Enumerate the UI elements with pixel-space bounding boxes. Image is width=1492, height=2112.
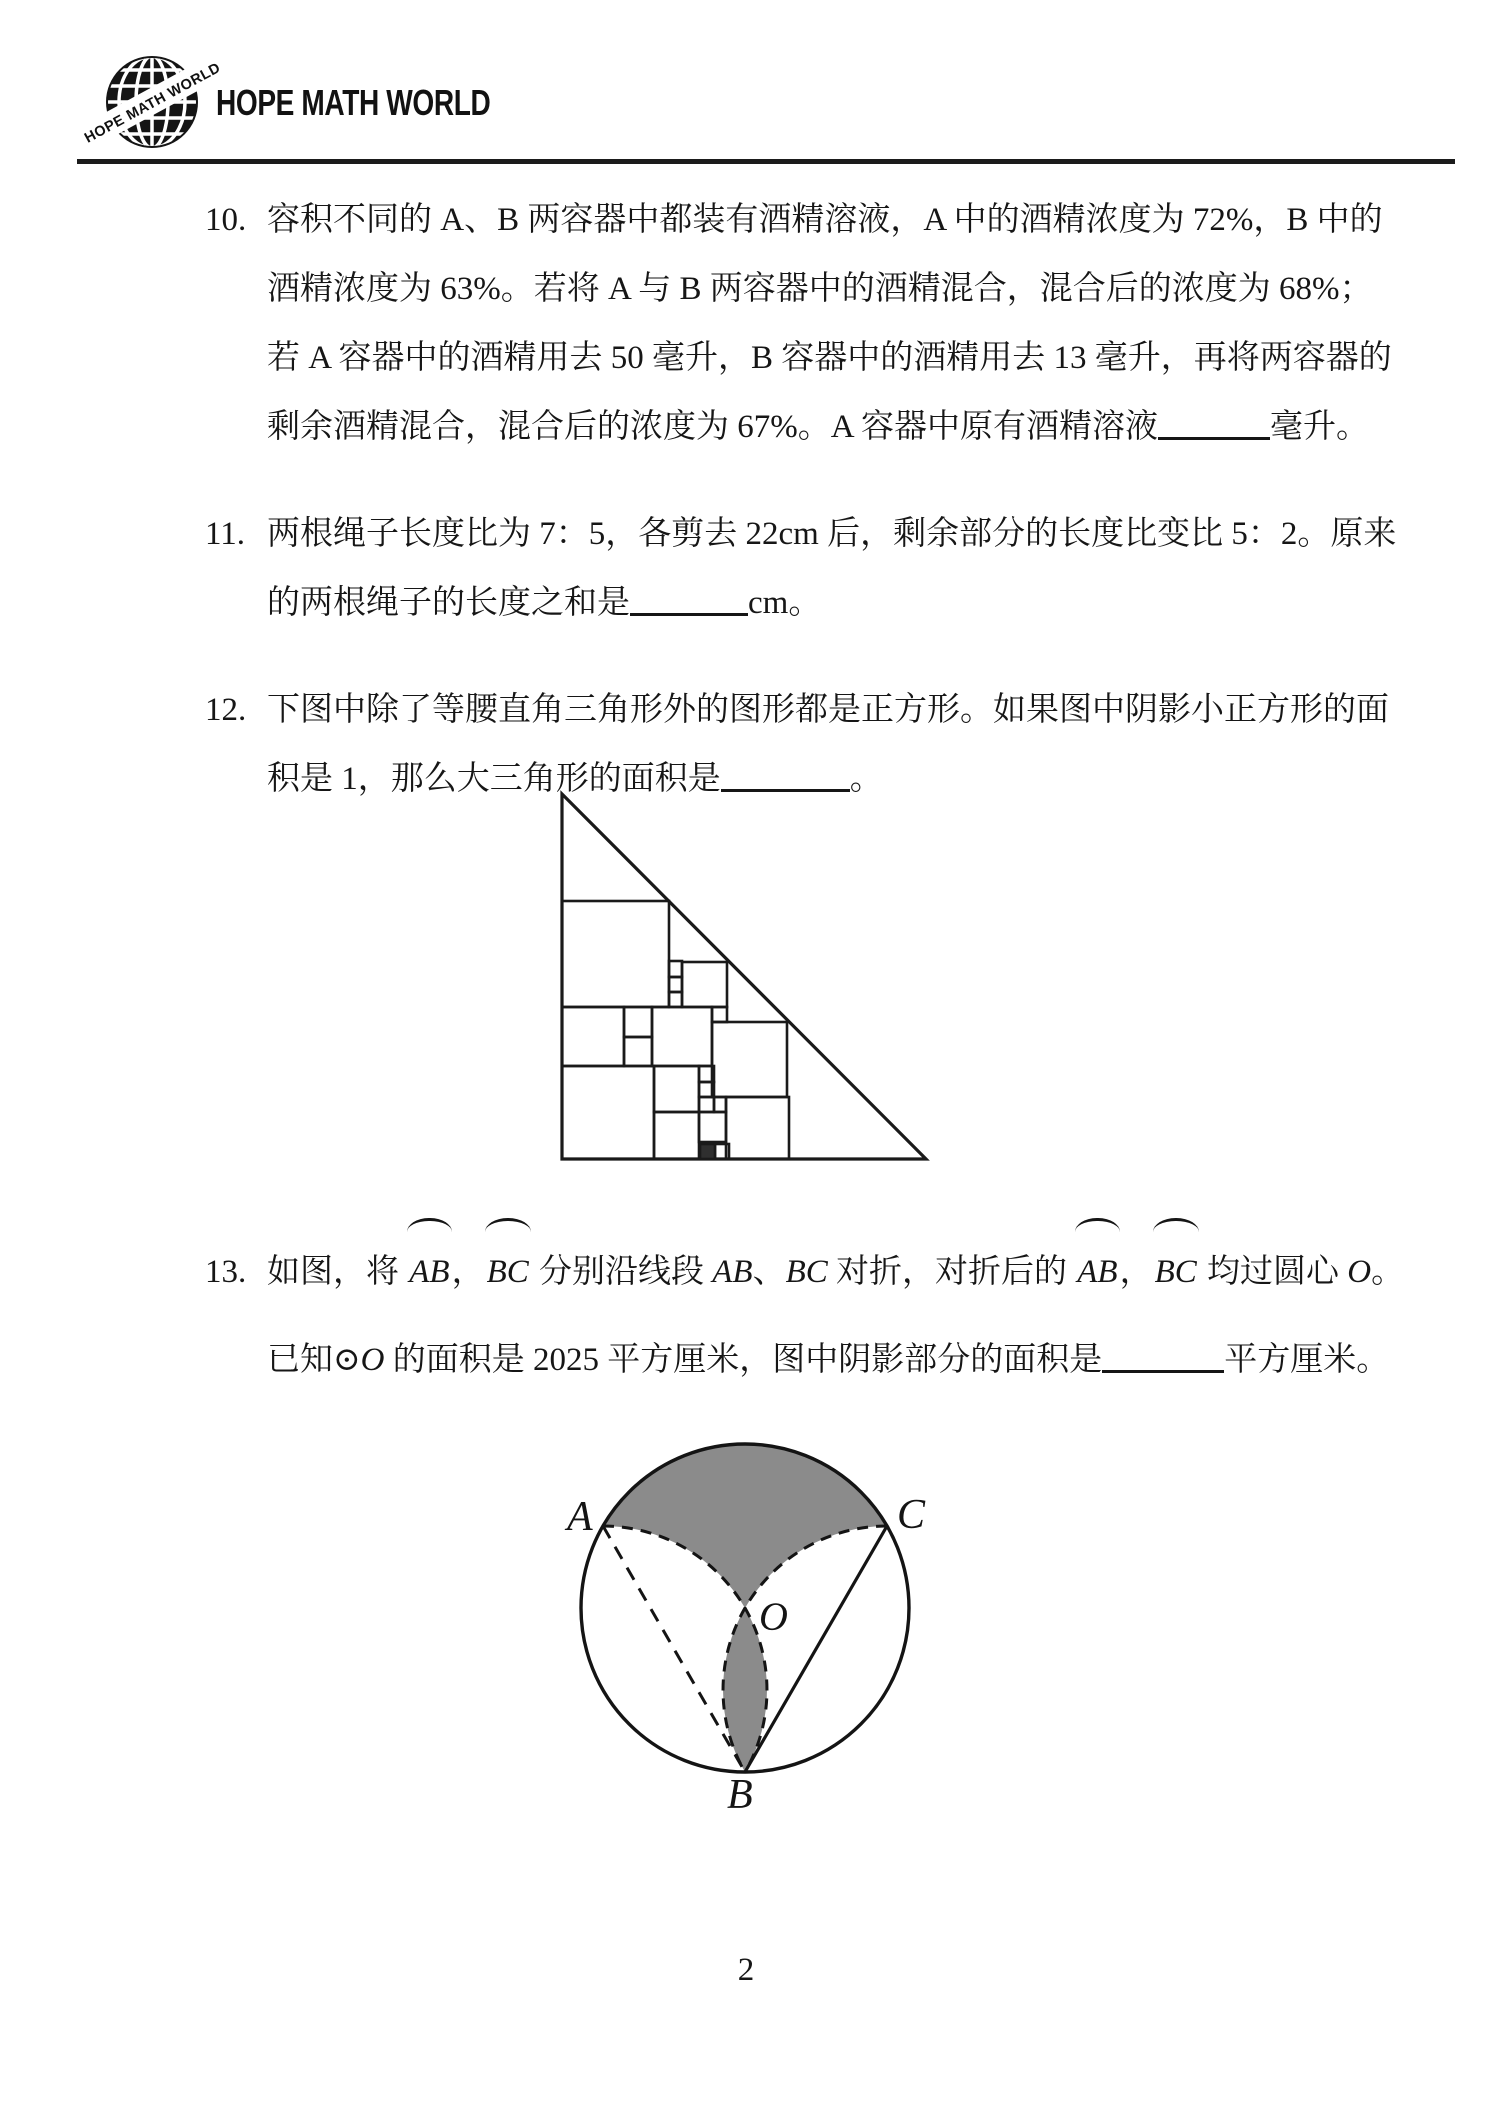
math-variable: O xyxy=(360,1342,385,1378)
problem-line: 酒精浓度为 63%。若将 A 与 B 两容器中的酒精混合，混合后的浓度为 68%； xyxy=(267,271,1373,307)
brand-wordmark: HOPE MATH WORLD xyxy=(216,82,491,123)
problem-line: 11. 两根绳子长度比为 7：5，各剪去 22cm 后，剩余部分的长度比变比 5：2。原来 xyxy=(205,500,1385,569)
problem-number: 10. xyxy=(205,202,247,238)
math-variable: AB xyxy=(712,1254,753,1290)
squares-dissection xyxy=(562,901,789,1159)
square xyxy=(669,977,682,992)
label-b: B xyxy=(727,1772,753,1818)
label-a: A xyxy=(567,1494,593,1540)
arc-notation: AB xyxy=(407,1228,451,1316)
answer-blank xyxy=(630,580,748,616)
square xyxy=(669,992,682,1007)
square xyxy=(654,1112,699,1159)
shaded-region-top xyxy=(603,1444,887,1608)
label-o: O xyxy=(759,1594,788,1639)
square xyxy=(624,1007,652,1037)
problem-line: 已知⊙O 的面积是 2025 平方厘米，图中阴影部分的面积是 平方厘米。 xyxy=(205,1316,1385,1404)
arc-symbol xyxy=(485,1218,531,1232)
square xyxy=(562,1066,654,1159)
answer-blank xyxy=(721,756,850,792)
square xyxy=(562,1007,624,1066)
square xyxy=(699,1112,726,1142)
square xyxy=(652,1007,712,1066)
problem-line: 12. 下图中除了等腰直角三角形外的图形都是正方形。如果图中阴影小正方形的面 xyxy=(205,676,1385,745)
problem-line: 剩余酒精混合，混合后的浓度为 67%。A 容器中原有酒精溶液 毫升。 xyxy=(205,393,1385,462)
square xyxy=(654,1066,699,1112)
arc-notation: BC xyxy=(1153,1228,1199,1316)
problem-line: 若 A 容器中的酒精用去 50 毫升，B 容器中的酒精用去 13 毫升，再将两容器的 xyxy=(267,340,1392,376)
square xyxy=(699,1097,714,1112)
math-variable: O xyxy=(1347,1254,1372,1290)
problem-10 xyxy=(205,186,1392,462)
answer-blank xyxy=(1158,404,1270,440)
square xyxy=(712,1007,727,1022)
circle-figure xyxy=(535,1398,955,1818)
problem-line: 积是 1，那么大三角形的面积是 。 xyxy=(205,745,1385,814)
problem-number: 13. xyxy=(205,1254,247,1290)
square xyxy=(682,962,727,1007)
square xyxy=(669,961,682,977)
math-variable: BC xyxy=(785,1254,828,1290)
square xyxy=(714,1097,726,1112)
right-triangle-outline xyxy=(562,794,926,1159)
arc-notation: BC xyxy=(485,1228,531,1316)
problem-line: 13. 如图，将 AB， BC 分别沿线段 AB、BC 对折，对折后的 AB， BC 均过圆心 O。 xyxy=(205,1228,1385,1316)
square xyxy=(726,1097,789,1159)
label-c: C xyxy=(897,1492,926,1538)
problem-13 xyxy=(205,1228,1405,1404)
problem-line: 10. 容积不同的 A、B 两容器中都装有酒精溶液，A 中的酒精浓度为 72%，B 中的 xyxy=(205,186,1385,255)
problem-11 xyxy=(205,500,1397,638)
arc-symbol xyxy=(1075,1218,1119,1232)
arc-notation: AB xyxy=(1075,1228,1119,1316)
shaded-unit-square xyxy=(700,1144,715,1159)
problem-number: 11. xyxy=(205,516,246,552)
arc-symbol xyxy=(1153,1218,1199,1232)
square xyxy=(712,1022,787,1097)
page-number: 2 xyxy=(737,1952,755,1988)
problem-number: 12. xyxy=(205,692,247,728)
answer-blank xyxy=(1102,1337,1224,1373)
triangle-figure xyxy=(559,791,929,1162)
problem-line: 的两根绳子的长度之和是 cm。 xyxy=(205,569,1385,638)
logo-banner-text: HOPE MATH WORLD xyxy=(82,59,224,147)
square xyxy=(624,1037,652,1066)
square xyxy=(562,901,669,1007)
arc-symbol xyxy=(407,1218,451,1232)
